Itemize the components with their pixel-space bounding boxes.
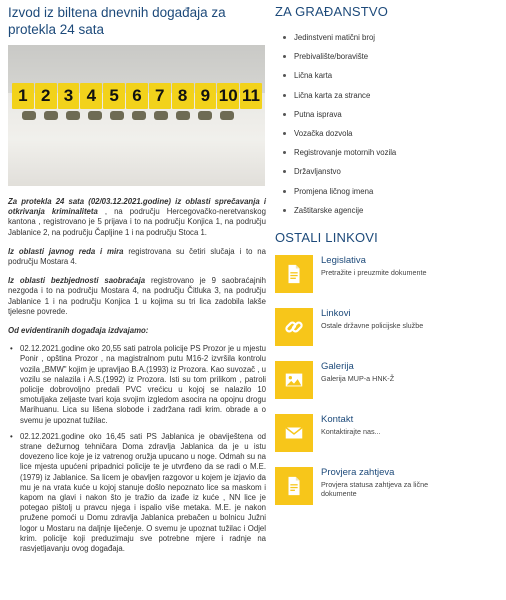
evidence-marker: 4 [80,83,102,109]
bullet-icon [283,36,286,39]
link-description: Kontaktirajte nas... [321,426,381,436]
evidence-markers [12,83,262,109]
bullet-icon [283,74,286,77]
link-title: Galerija [321,360,354,372]
chain-link-icon [275,308,313,346]
link-description: Ostale državne policijske službe [321,320,424,330]
sidebar-item-label: Lična karta za strance [294,90,371,100]
sidebar-item-residence[interactable] [275,47,506,66]
document-icon [275,255,313,293]
sidebar-item-label: Registrovanje motornih vozila [294,148,397,158]
sidebar [275,0,506,520]
sidebar-item-passport[interactable] [275,105,506,124]
link-gallery[interactable] [275,361,506,409]
paragraph-traffic-text: registrovano je 9 saobraćajnih nezgoda i to na području Mostara 4, na području Čitluka 3, na području Jablanice 1 i na području Konjica 1 u kojima su tri lica zadobila lakše tjelesne povrede. [8,276,266,316]
link-description: Galerija MUP-a HNK-Ž [321,373,395,383]
bullet-icon [283,55,286,58]
bullet-icon [283,151,286,154]
paragraph-public-order-lead: Iz oblasti javnog reda i mira [8,246,124,256]
document-check-icon [275,467,313,505]
paragraph-public-order-text: registrovana su četiri slučaja i to na području Mostara 4. [8,246,266,267]
bullet-icon [283,190,286,193]
evidence-marker: 11 [240,83,262,109]
image-gallery-icon [275,361,313,399]
evidence-photo [8,45,265,186]
sidebar-item-label: Vozačka dozvola [294,129,353,139]
sidebar-heading: ZA GRAĐANSTVO [275,4,389,19]
evidence-marker: 10 [217,83,239,109]
sidebar-item-id-card[interactable] [275,66,506,85]
evidence-marker: 2 [35,83,57,109]
sidebar-item-vehicle-registration[interactable] [275,143,506,162]
sidebar-item-label: Jedinstveni matični broj [294,33,376,43]
links-heading: OSTALI LINKOVI [275,229,378,245]
paragraph-public-order [8,247,266,267]
link-title: Kontakt [321,413,354,425]
article [8,0,266,560]
sidebar-item-label: Zaštitarske agencije [294,205,364,215]
bullet-icon [283,94,286,97]
article-title: Izvod iz biltena dnevnih događaja za protekla 24 sata [8,5,226,37]
sidebar-item-citizenship[interactable] [275,162,506,181]
sidebar-item-jmbg[interactable] [275,28,506,47]
link-title: Legislativa [321,254,366,266]
sidebar-item-name-change[interactable] [275,182,506,201]
list-item: • 02.12.2021.godine oko 16,45 sati PS Jablanica je obaviještena od strane dežurnog tehničara Doma zdravlja Jablanica da je u istu dovezeno lice koje je iz vatrenog oružja upucano u noge. Odmah su na lice mjesta upućeni pripadnici policije te je utvrđeno da se radi o M.E.(1979) iz Jablanice. Sa licem je obavljen razgovor u kojem je izjavio da mu je na vrata kuće u kojoj stanuje došlo nepoznato lice sa maskom i kapom na glavi i nakon što je tražio da izađe iz kuće , NN lice je potegao pištolj u pravcu njega i ispalio više metaka. M.E. je nakon pružene pomoći u Domu zdravlja Jablanica prebačen u bolnicu Južni logor u Mostaru na daljnje liječenje. O svemu je upoznat tužilac i Odjel krim. policije koji preduzimaju sve potrebne mjere i radnje na rasvjetljavanju ovog događaja. [8,432,266,554]
sidebar-item-driving-licence[interactable] [275,124,506,143]
bullet-icon [283,113,286,116]
event-list [8,344,266,554]
evidence-marker: 5 [103,83,125,109]
link-title: Linkovi [321,307,351,319]
sidebar-list [275,28,506,220]
paragraph-crime-lead: Za protekla 24 sata (02/03.12.2021.godine) iz oblasti sprečavanja i otkrivanja kriminaliteta [8,197,266,217]
sidebar-item-label: Promjena ličnog imena [294,186,374,196]
evidence-marker: 9 [195,83,217,109]
link-request-check[interactable] [275,467,506,515]
evidence-marker: 8 [172,83,194,109]
paragraph-traffic-lead: Iz oblasti bezbjednosti saobraćaja [8,276,146,286]
sidebar-item-label: Putna isprava [294,109,342,119]
link-description: Pretražite i preuzmite dokumente [321,267,427,277]
paragraph-highlights [8,326,266,336]
sidebar-item-label: Prebivalište/boravište [294,52,369,62]
link-description: Provjera statusa zahtjeva za lične dokumente [321,479,429,499]
evidence-marker: 3 [58,83,80,109]
link-title: Provjera zahtjeva [321,466,395,478]
sidebar-item-label: Lična karta [294,71,333,81]
paragraph-traffic [8,276,266,317]
evidence-marker: 1 [12,83,34,109]
sidebar-item-security-agencies[interactable] [275,201,506,220]
list-item: • 02.12.2021.godine oko 20,55 sati patrola policije PS Prozor je u mjestu Ponir , opština Prozor , na magistralnom putu M16-2 izvršila kontrolu vozila „BMW" kojim je upravljao B.A.(1993) iz Prozora. Kao suvozač , u vozilu se nalazila i A.S.(1992) iz Prozora. Isti su tom prilikom , patroli policije dobrovoljno predali PVC vrećicu u kojoj se nalazilo 10 smotuljaka zeljaste tvari koja svojim izgledom asocira na opojnu drogu Marihuanu. Lica su lišena slobode i zadržana radi krim. obrade a o svemu je upoznat tužilac. [8,344,266,426]
sidebar-item-foreigner-id[interactable] [275,86,506,105]
links-list [275,255,506,515]
bullet-icon [283,209,286,212]
link-contact[interactable] [275,414,506,462]
bullet-icon [283,170,286,173]
link-links[interactable] [275,308,506,356]
bullet-icon [283,132,286,135]
link-legislation[interactable] [275,255,506,303]
paragraph-crime-text: , na području Hercegovačko-neretvanskog kantona , registrovano je 5 prijava i to na području Konjica 1, na području Jablanice 2, na području Čapljine 1 i na području Stoca 1. [8,207,266,237]
evidence-marker: 6 [126,83,148,109]
evidence-marker: 7 [149,83,171,109]
paragraph-highlights-lead: Od evidentiranih događaja izdvajamo: [8,326,149,336]
sidebar-item-label: Državljanstvo [294,167,341,177]
envelope-icon [275,414,313,452]
paragraph-crime [8,197,266,238]
